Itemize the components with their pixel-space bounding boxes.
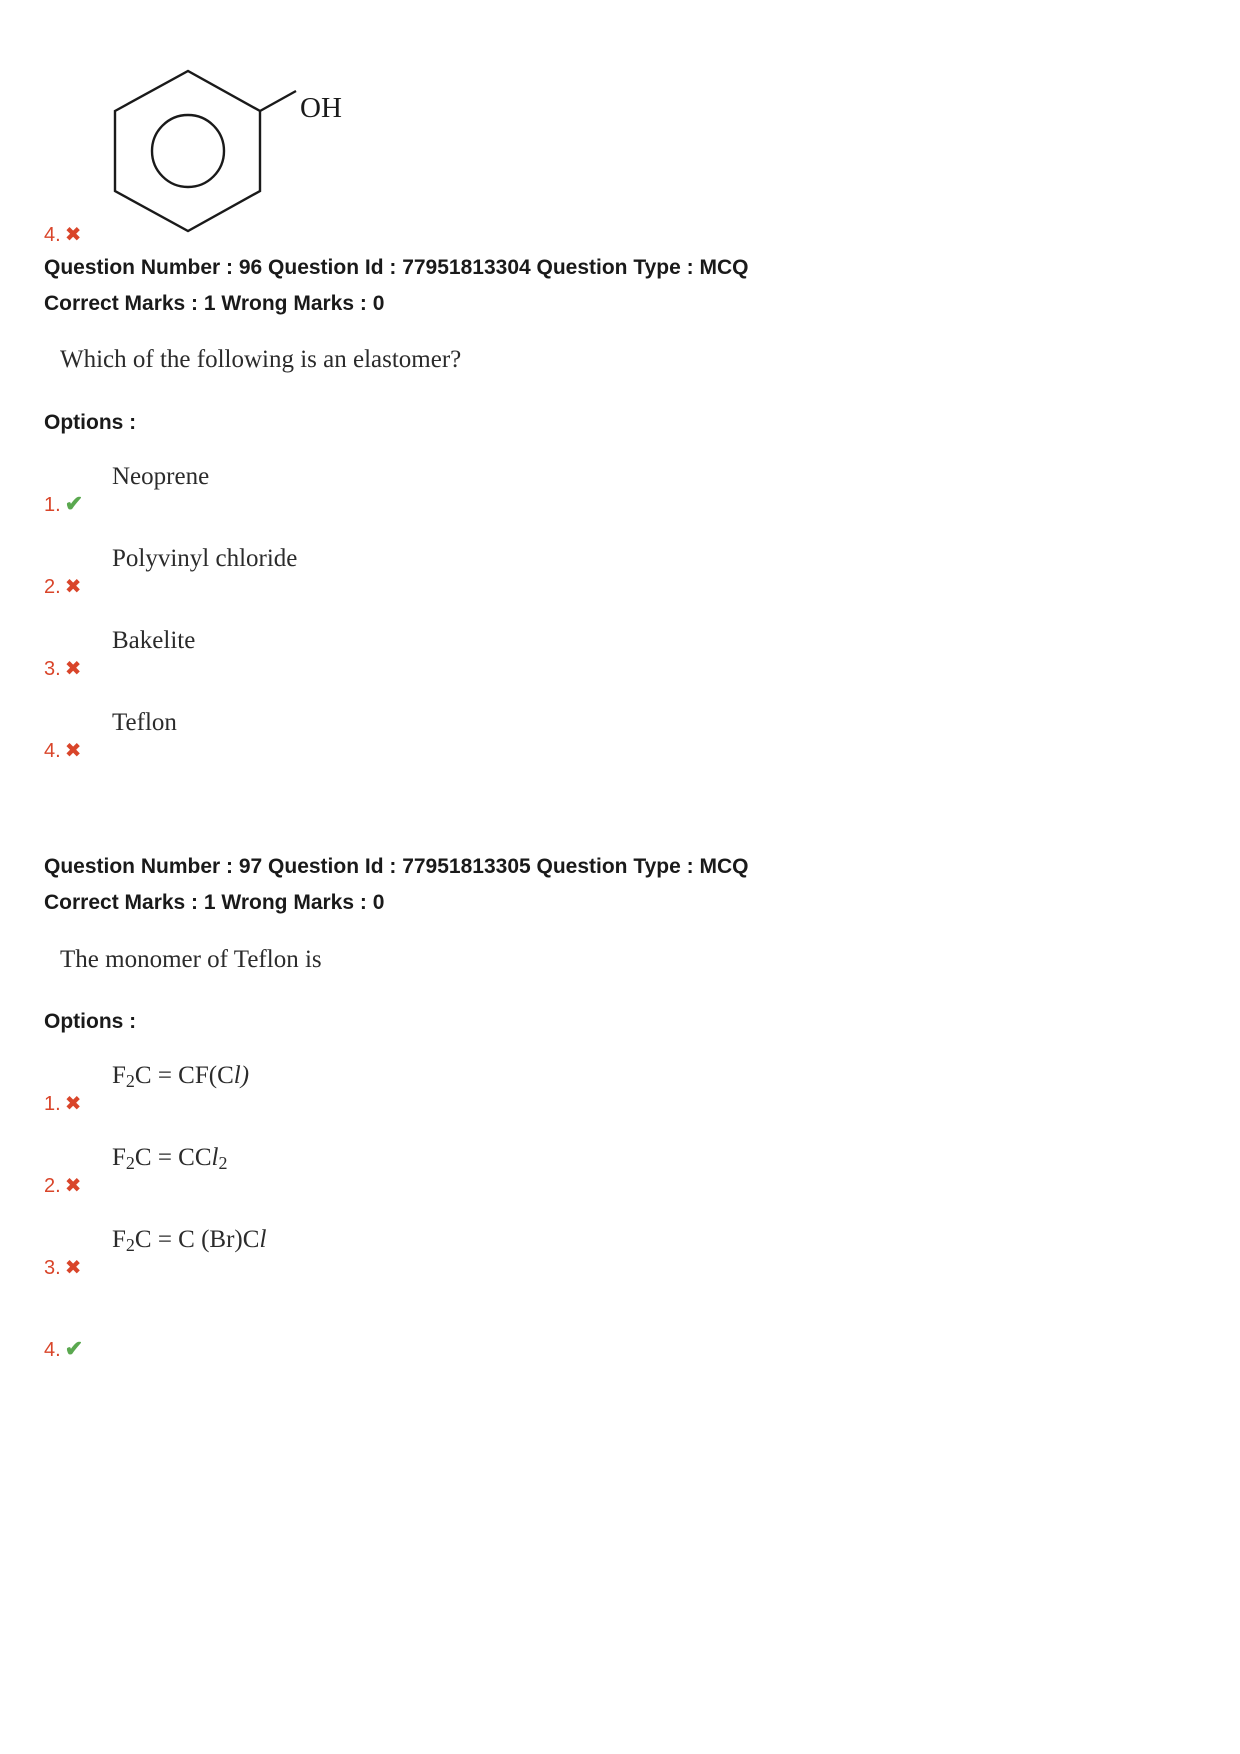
oh-label: OH	[300, 92, 342, 124]
option-number: 4.	[44, 1339, 61, 1362]
wrong-icon: ✖	[64, 1175, 82, 1198]
option-row[interactable]	[44, 461, 1240, 517]
option-formula: $F_2C = CCl_2$	[112, 1144, 228, 1174]
option-text: Teflon	[112, 709, 177, 737]
option-number: 4.	[44, 224, 61, 246]
option-text: Polyvinyl chloride	[112, 545, 298, 573]
option-marker	[44, 1255, 81, 1280]
option-row[interactable]	[44, 1306, 1240, 1362]
option-number: 1.	[44, 1093, 61, 1116]
option-formula: $F_2C = CF(Cl)$	[112, 1062, 250, 1092]
wrong-icon: ✖	[64, 1257, 82, 1280]
question-header	[44, 250, 1240, 321]
wrong-icon: ✖	[64, 576, 82, 599]
option-row[interactable]	[44, 707, 1240, 763]
option-number: 2.	[44, 576, 61, 599]
option-number: 3.	[44, 1257, 61, 1280]
option-number: 3.	[44, 658, 61, 681]
correct-icon: ✔	[64, 1336, 84, 1362]
option-number: 4.	[44, 740, 61, 763]
question-block-96	[0, 250, 1240, 763]
option-text: Neoprene	[112, 463, 210, 491]
option-marker	[44, 1173, 81, 1198]
options-label: Options :	[44, 1010, 137, 1034]
structure-option-block	[0, 0, 1240, 250]
option-marker	[44, 491, 83, 517]
option-marker	[44, 656, 81, 681]
option-number: 2.	[44, 1175, 61, 1198]
option-text: Bakelite	[112, 627, 196, 655]
question-header-line2: Correct Marks : 1 Wrong Marks : 0	[44, 291, 385, 315]
wrong-icon: ✖	[64, 740, 82, 763]
option-marker	[44, 222, 81, 247]
option-row[interactable]	[44, 1060, 1240, 1116]
question-block-97	[0, 849, 1240, 1362]
benzene-ring-icon	[100, 66, 310, 241]
question-header	[44, 849, 1240, 920]
correct-icon: ✔	[64, 491, 84, 517]
option-marker	[44, 574, 81, 599]
option-row[interactable]	[44, 1224, 1240, 1280]
wrong-icon: ✖	[64, 1093, 82, 1116]
option-text	[112, 1306, 1240, 1340]
option-marker	[44, 738, 81, 763]
option-marker	[44, 1336, 83, 1362]
question-header-line1: Question Number : 97 Question Id : 77951813305 Question Type : MCQ	[44, 855, 749, 879]
option-formula: $F_2C = C$ (Br)Cl	[112, 1226, 267, 1256]
question-text: Which of the following is an elastomer?	[60, 346, 462, 374]
option-row[interactable]	[44, 1142, 1240, 1198]
question-header-line1: Question Number : 96 Question Id : 77951813304 Question Type : MCQ	[44, 256, 749, 279]
wrong-icon: ✖	[64, 224, 82, 246]
option-row[interactable]	[44, 625, 1240, 681]
options-label: Options :	[44, 411, 137, 435]
option-marker	[44, 1091, 81, 1116]
question-header-line2: Correct Marks : 1 Wrong Marks : 0	[44, 890, 385, 914]
question-text: The monomer of Teflon is	[60, 945, 322, 973]
option-number: 1.	[44, 494, 61, 517]
wrong-icon: ✖	[64, 658, 82, 681]
option-row[interactable]	[44, 543, 1240, 599]
